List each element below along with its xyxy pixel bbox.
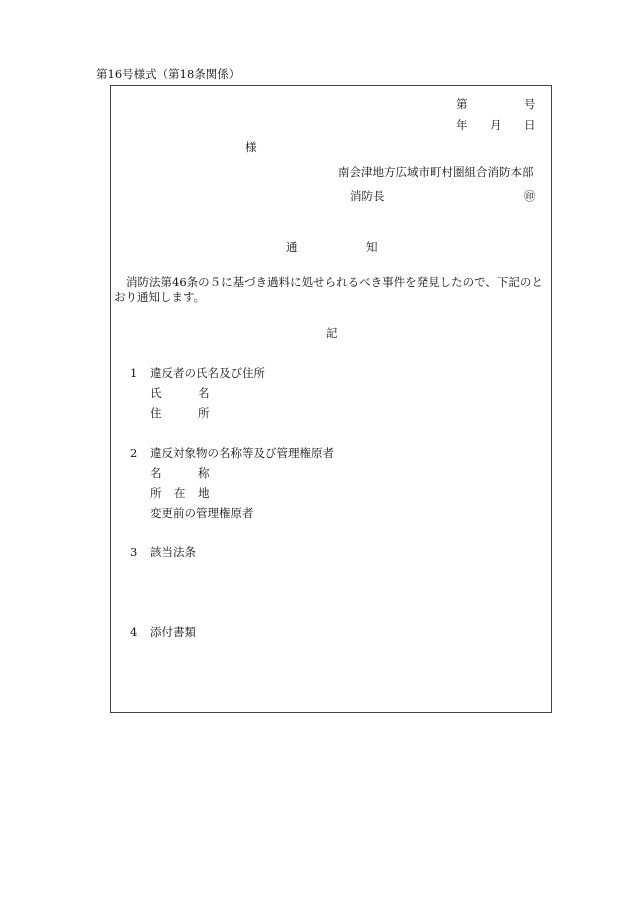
field-label-part: 所 — [198, 406, 210, 420]
date-year: 年 — [456, 118, 468, 132]
seal-mark: ㊞ — [524, 189, 536, 203]
field-label: 変更前の管理権原者 — [150, 506, 254, 520]
field-label-part: 所 — [150, 486, 162, 500]
field-label-part: 名 — [150, 466, 162, 480]
field-label-part: 称 — [198, 466, 210, 480]
sender-title: 消防長 — [350, 189, 385, 203]
item-number: 4 — [130, 625, 138, 639]
ki-heading: 記 — [326, 326, 338, 340]
field-label-part: 地 — [198, 486, 210, 500]
field-label-part: 名 — [198, 386, 210, 400]
item-title: 違反対象物の名称等及び管理権原者 — [150, 446, 334, 460]
item-number: 1 — [130, 366, 138, 380]
date-day: 日 — [524, 118, 536, 132]
notice-title-part1: 通 — [286, 240, 298, 254]
item-number: 2 — [130, 446, 138, 460]
notice-title-part2: 知 — [366, 240, 378, 254]
date-month: 月 — [490, 118, 502, 132]
sender-organization: 南会津地方広域市町村圏組合消防本部 — [338, 165, 534, 179]
item-title: 該当法条 — [150, 545, 196, 559]
addressee-suffix: 様 — [245, 140, 257, 154]
field-label-part: 在 — [174, 486, 186, 500]
body-text-line2: おり通知します。 — [114, 290, 206, 304]
item-title: 違反者の氏名及び住所 — [150, 366, 265, 380]
number-dai: 第 — [456, 97, 468, 111]
item-number: 3 — [130, 545, 138, 559]
field-label-part: 住 — [150, 406, 162, 420]
item-title: 添付書類 — [150, 625, 196, 639]
body-text-line1: 消防法第46条の５に基づき過料に処せられるべき事件を発見したので、下記のと — [126, 275, 543, 289]
field-label-part: 氏 — [150, 386, 162, 400]
number-go: 号 — [524, 97, 536, 111]
form-label: 第16号様式（第18条関係） — [96, 67, 241, 81]
